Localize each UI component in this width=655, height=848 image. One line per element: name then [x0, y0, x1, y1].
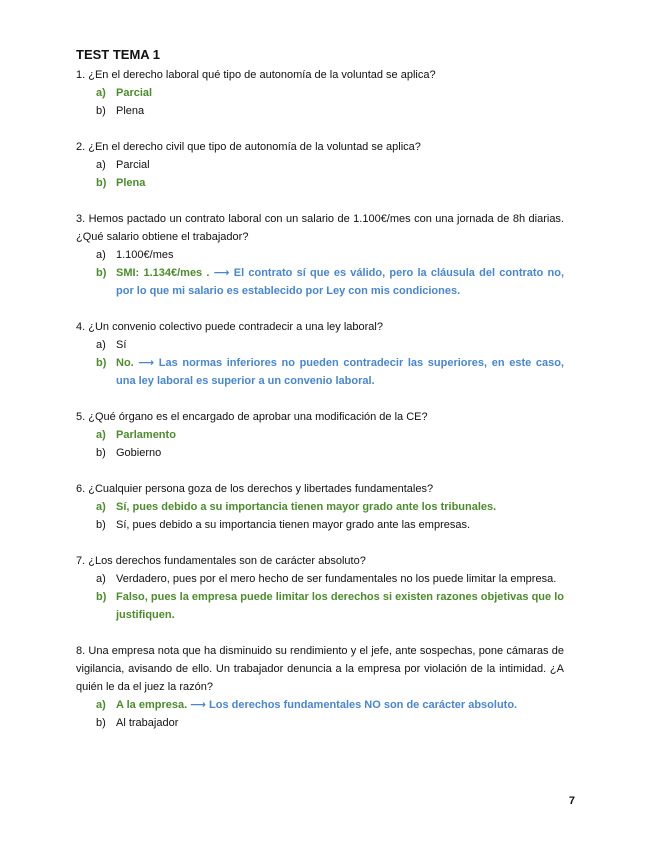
- question-5: [76, 408, 564, 462]
- question-1-option-b: b) Plena: [96, 105, 145, 117]
- question-3-note: ⟶ El contrato sí que es válido, pero la cláusula del contrato no, por lo que mi salario es establecido por Ley con mis condiciones.: [116, 267, 564, 297]
- question-2-option-b: b) Plena: [96, 177, 146, 189]
- question-2-text: 2. ¿En el derecho civil que tipo de autonomía de la voluntad se aplica?: [76, 141, 421, 153]
- question-5-text: 5. ¿Qué órgano es el encargado de aprobar una modificación de la CE?: [76, 411, 428, 423]
- question-8-option-a: a) A la empresa. ⟶ Los derechos fundamentales NO son de carácter absoluto.: [96, 699, 518, 711]
- question-8-text: 8. Una empresa nota que ha disminuido su rendimiento y el jefe, ante sospechas, pone cámaras de vigilancia, avisando de ello. Un trabajador denuncia a la empresa por violación de la intimidad. ¿A quién le da el juez la razón?: [76, 645, 564, 693]
- question-3-option-a: a) 1.100€/mes: [96, 249, 174, 261]
- question-8: [76, 642, 564, 732]
- question-3-answer: SMI: 1.134€/mes .: [116, 267, 210, 279]
- question-4-option-a: a) Sí: [96, 339, 127, 351]
- question-6: [76, 480, 564, 534]
- question-7-option-b: b) Falso, pues la empresa puede limitar los derechos si existen razones objetivas que lo justifiquen.: [96, 591, 564, 621]
- question-7: [76, 552, 564, 624]
- question-2-option-a: a) Parcial: [96, 159, 150, 171]
- question-8-answer: A la empresa.: [116, 699, 188, 711]
- question-6-option-b: b) Sí, pues debido a su importancia tienen mayor grado ante las empresas.: [96, 519, 471, 531]
- document-page: [76, 46, 564, 732]
- question-4-option-b: b) No. ⟶ Las normas inferiores no pueden contradecir las superiores, en este caso, una ley laboral es superior a un convenio laboral.: [96, 357, 564, 387]
- question-1-text: 1. ¿En el derecho laboral qué tipo de autonomía de la voluntad se aplica?: [76, 69, 436, 81]
- question-2: [76, 138, 564, 192]
- question-3-text: 3. Hemos pactado un contrato laboral con un salario de 1.100€/mes con una jornada de 8h diarias. ¿Qué salario obtiene el trabajador?: [76, 213, 564, 243]
- question-5-option-b: b) Gobierno: [96, 447, 162, 459]
- question-4: [76, 318, 564, 390]
- question-8-note: ⟶ Los derechos fundamentales NO son de carácter absoluto.: [190, 699, 518, 711]
- question-1-option-a: a) Parcial: [96, 87, 153, 99]
- question-4-note: ⟶ Las normas inferiores no pueden contradecir las superiores, en este caso, una ley laboral es superior a un convenio laboral.: [116, 357, 564, 387]
- question-6-text: 6. ¿Cualquier persona goza de los derechos y libertades fundamentales?: [76, 483, 434, 495]
- question-3-option-b: b) SMI: 1.134€/mes . ⟶ El contrato sí que es válido, pero la cláusula del contrato no, por lo que mi salario es establecido por Ley con mis condiciones.: [96, 267, 564, 297]
- question-7-option-a: a) Verdadero, pues por el mero hecho de ser fundamentales no los puede limitar la empresa.: [96, 573, 557, 585]
- question-3: [76, 210, 564, 300]
- question-6-option-a: a) Sí, pues debido a su importancia tienen mayor grado ante los tribunales.: [96, 501, 497, 513]
- page-number: 7: [568, 795, 575, 807]
- question-4-text: 4. ¿Un convenio colectivo puede contradecir a una ley laboral?: [76, 321, 383, 333]
- question-4-answer: No.: [116, 357, 134, 369]
- question-8-option-b: b) Al trabajador: [96, 717, 179, 729]
- question-5-option-a: a) Parlamento: [96, 429, 176, 441]
- question-1: [76, 66, 564, 120]
- question-7-text: 7. ¿Los derechos fundamentales son de carácter absoluto?: [76, 555, 366, 567]
- page-title: TEST TEMA 1: [76, 47, 161, 62]
